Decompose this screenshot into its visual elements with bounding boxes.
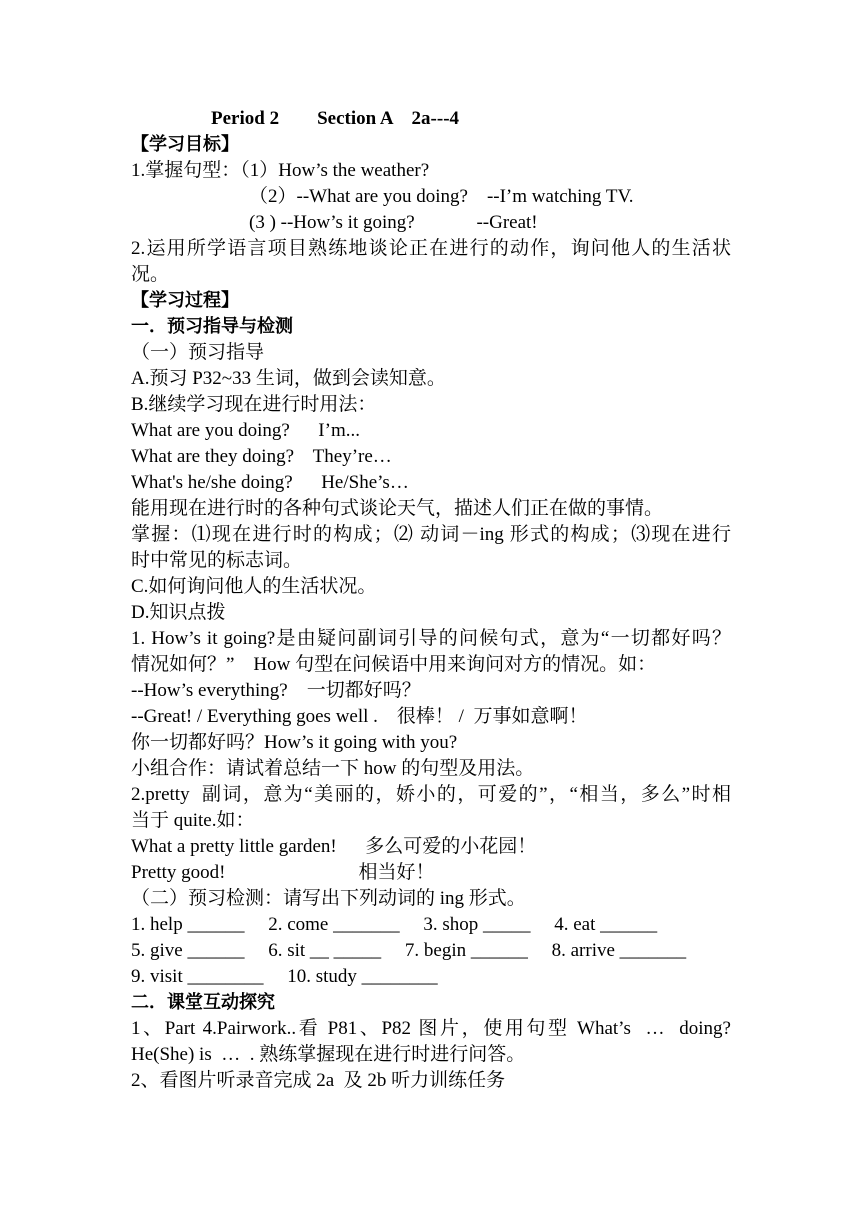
process-heading: 【学习过程】 [131,290,239,311]
knowledge-1-line-2: 情况如何？” How 句型在问候语中用来询问对方的情况。如： [131,654,657,675]
knowledge-2-line-4: Pretty good! 相当好！ [131,862,435,883]
knowledge-1-line-6: 小组合作：请试着总结一下 how 的句型及用法。 [131,758,535,779]
item-c: C.如何询问他人的生活状况。 [131,576,377,597]
tip-line-3: 时中常见的标志词。 [131,550,303,571]
example-question-1: What are you doing? I’m... [131,420,360,441]
item-a: A.预习 P32~33 生词，做到会读知意。 [131,368,446,389]
task-1-line-1: 1、Part 4.Pairwork..看 P81、P82 图片，使用句型 What’s … doing? [131,1018,731,1039]
exercise-row-3: 9. visit ________ 10. study ________ [131,966,438,987]
goal-2-line-2: 况。 [131,264,170,285]
goal-1-line-2: （2）--What are you doing? --I’m watching TV. [249,186,634,207]
example-question-2: What are they doing? They’re… [131,446,392,467]
subsection-1-heading: （一）预习指导 [131,342,265,363]
goal-1-line-1: 1.掌握句型：（1）How’s the weather? [131,160,430,181]
subsection-2-heading: （二）预习检测：请写出下列动词的 ing 形式。 [131,888,526,909]
example-question-3: What's he/she doing? He/She’s… [131,472,409,493]
task-1-line-2: He(She) is … . 熟练掌握现在进行时进行问答。 [131,1044,526,1065]
item-b: B.继续学习现在进行时用法： [131,394,377,415]
task-2: 2、看图片听录音完成 2a 及 2b 听力训练任务 [131,1070,506,1091]
knowledge-1-line-1: 1. How’s it going?是由疑问副词引导的问候句式，意为“一切都好吗？ [131,628,731,649]
page-title: Period 2 Section A 2a---4 [211,108,460,129]
tip-line-2: 掌握：⑴现在进行时的构成；⑵ 动词－ing 形式的构成；⑶现在进行 [131,524,731,545]
section-1-heading: 一．预习指导与检测 [131,316,293,337]
item-d: D.知识点拨 [131,602,226,623]
exercise-row-1: 1. help ______ 2. come _______ 3. shop _____ 4. eat ______ [131,914,658,935]
knowledge-2-line-3: What a pretty little garden! 多么可爱的小花园！ [131,836,537,857]
knowledge-1-line-5: 你一切都好吗？How’s it going with you? [131,732,458,753]
section-2-heading: 二．课堂互动探究 [131,992,275,1013]
knowledge-2-line-1: 2.pretty 副词，意为“美丽的，娇小的，可爱的”，“相当，多么”时相 [131,784,731,805]
knowledge-1-line-4: --Great! / Everything goes well . 很棒！ / 万事如意啊！ [131,706,588,727]
goal-1-line-3: (3 ) --How’s it going? --Great! [249,212,538,233]
knowledge-2-line-2: 当于 quite.如： [131,810,255,831]
goals-heading: 【学习目标】 [131,134,239,155]
tip-line-1: 能用现在进行时的各种句式谈论天气，描述人们正在做的事情。 [131,498,664,519]
exercise-row-2: 5. give ______ 6. sit __ _____ 7. begin ______ 8. arrive _______ [131,940,687,961]
goal-2-line-1: 2.运用所学语言项目熟练地谈论正在进行的动作，询问他人的生活状 [131,238,731,259]
knowledge-1-line-3: --How’s everything? 一切都好吗？ [131,680,421,701]
